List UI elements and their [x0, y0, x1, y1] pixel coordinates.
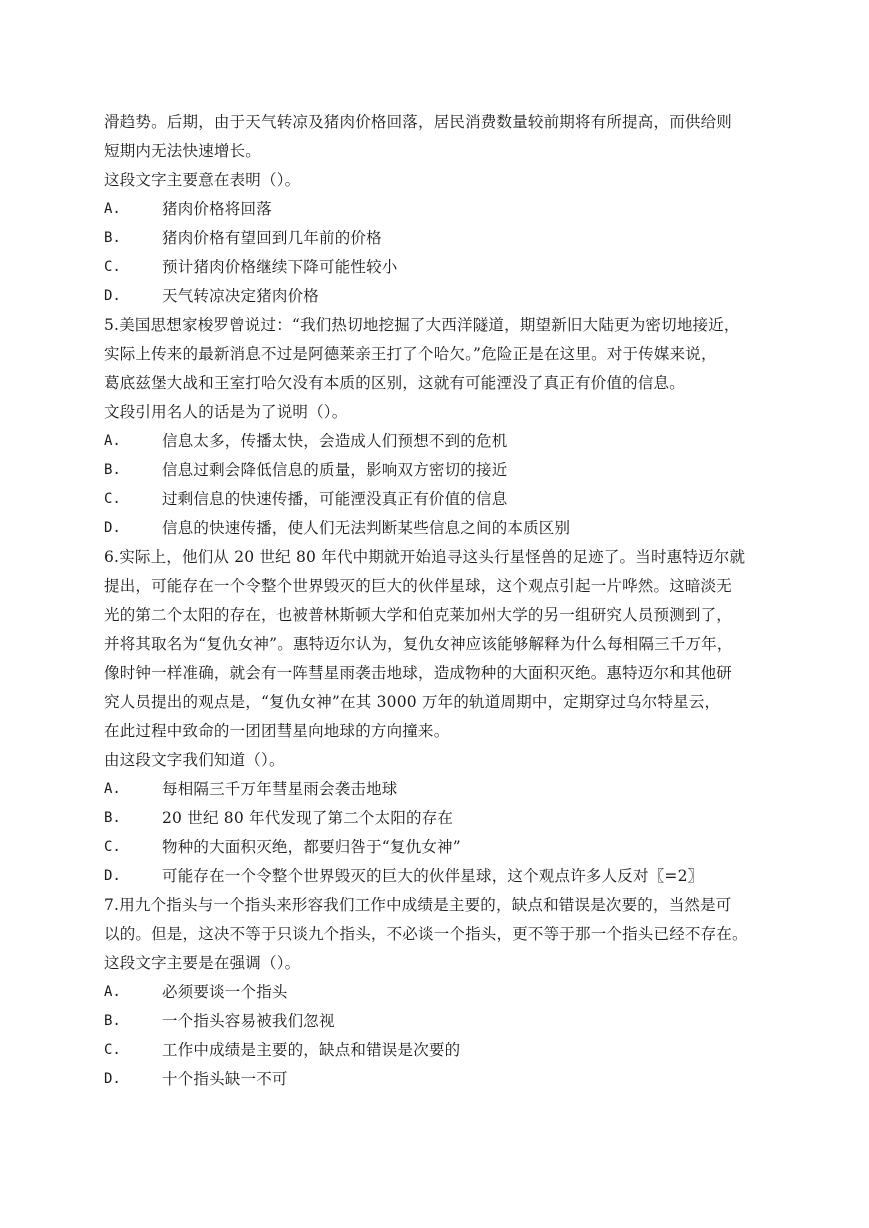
option-text: 工作中成绩是主要的，缺点和错误是次要的	[162, 1041, 461, 1059]
q4-question-stem: 这段文字主要意在表明（）。	[104, 171, 301, 189]
option-letter: B.	[104, 462, 121, 478]
option-text: 猪肉价格将回落	[162, 200, 272, 218]
option-letter: C.	[104, 491, 121, 507]
option-text: 猪肉价格有望回到几年前的价格	[162, 229, 382, 247]
q6-option-b	[104, 804, 776, 833]
q5-option-b	[104, 456, 776, 485]
q6-option-a	[104, 775, 776, 804]
option-letter: D.	[104, 868, 121, 884]
option-letter: D.	[104, 1071, 121, 1087]
option-letter: A.	[104, 201, 121, 217]
q7-option-c	[104, 1036, 776, 1065]
option-letter: B.	[104, 230, 121, 246]
option-letter: D.	[104, 288, 121, 304]
q4-passage-line-2: 短期内无法快速增长。	[104, 142, 262, 160]
option-text: 一个指头容易被我们忽视	[162, 1012, 335, 1030]
q5-passage-line-3: 葛底兹堡大战和王室打哈欠没有本质的区别，这就有可能湮没了真正有价值的信息。	[104, 374, 685, 392]
option-letter: A.	[104, 984, 121, 1000]
q4-passage-line-1: 滑趋势。后期，由于天气转凉及猪肉价格回落，居民消费数量较前期将有所提高，而供给则	[104, 113, 733, 131]
q5-option-c	[104, 485, 776, 514]
option-letter: A.	[104, 781, 121, 797]
option-text: 每相隔三千万年彗星雨会袭击地球	[162, 780, 398, 798]
q6-option-d	[104, 862, 776, 891]
q4-option-c	[104, 253, 776, 282]
q6-passage-line-6: 究人员提出的观点是，“复仇女神”在其 3000 万年的轨道周期中，定期穿过乌尔特星云，	[104, 693, 721, 711]
option-text: 必须要谈一个指头	[162, 983, 288, 1001]
option-letter: D.	[104, 520, 121, 536]
q4-option-d	[104, 282, 776, 311]
option-text: 天气转凉决定猪肉价格	[162, 287, 320, 305]
option-letter: C.	[104, 1042, 121, 1058]
option-text: 十个指头缺一不可	[162, 1070, 288, 1088]
q6-option-c	[104, 833, 776, 862]
option-text: 信息太多，传播太快，会造成人们预想不到的危机	[162, 432, 508, 450]
q6-passage-line-2: 提出，可能存在一个令整个世界毁灭的巨大的伙伴星球，这个观点引起一片哗然。这暗淡无	[104, 577, 733, 595]
option-letter: B.	[104, 1013, 121, 1029]
q7-option-a	[104, 978, 776, 1007]
option-text: 20 世纪 80 年代发现了第二个太阳的存在	[162, 809, 454, 827]
q4-option-b	[104, 224, 776, 253]
q5-option-a	[104, 427, 776, 456]
option-text: 预计猪肉价格继续下降可能性较小	[162, 258, 398, 276]
q5-passage-line-1: 5.美国思想家梭罗曾说过：“我们热切地挖掘了大西洋隧道，期望新旧大陆更为密切地接近，	[104, 316, 740, 334]
option-text: 可能存在一个令整个世界毁灭的巨大的伙伴星球，这个观点许多人反对〖=2〗	[162, 867, 704, 885]
q6-passage-line-1: 6.实际上，他们从 20 世纪 80 年代中期就开始追寻这头行星怪兽的足迹了。当时惠特迈尔就	[104, 548, 746, 566]
option-letter: B.	[104, 810, 121, 826]
q5-passage-line-2: 实际上传来的最新消息不过是阿德莱亲王打了个哈欠。”危险正是在这里。对于传媒来说，	[104, 345, 717, 363]
option-letter: C.	[104, 839, 121, 855]
q7-option-b	[104, 1007, 776, 1036]
q7-option-d	[104, 1065, 776, 1094]
q6-passage-line-7: 在此过程中致命的一团团彗星向地球的方向撞来。	[104, 722, 450, 740]
q6-passage-line-4: 并将其取名为“复仇女神”。惠特迈尔认为，复仇女神应该能够解释为什么每相隔三千万年，	[104, 635, 733, 653]
option-text: 信息过剩会降低信息的质量，影响双方密切的接近	[162, 461, 508, 479]
q4-option-a	[104, 195, 776, 224]
option-letter: A.	[104, 433, 121, 449]
q6-question-stem: 由这段文字我们知道（）。	[104, 751, 285, 769]
document-page	[104, 108, 776, 1094]
q7-passage-line-1: 7.用九个指头与一个指头来形容我们工作中成绩是主要的，缺点和错误是次要的，当然是可	[104, 896, 732, 914]
q6-passage-line-3: 光的第二个太阳的存在，也被普林斯顿大学和伯克莱加州大学的另一组研究人员预测到了，	[104, 606, 733, 624]
option-text: 信息的快速传播，使人们无法判断某些信息之间的本质区别	[162, 519, 571, 537]
option-letter: C.	[104, 259, 121, 275]
q5-option-d	[104, 514, 776, 543]
q7-passage-line-2: 以的。但是，这决不等于只谈九个指头，不必谈一个指头，更不等于那一个指头已经不存在。	[104, 925, 748, 943]
q7-question-stem: 这段文字主要是在强调（）。	[104, 954, 301, 972]
q6-passage-line-5: 像时钟一样准确，就会有一阵彗星雨袭击地球，造成物种的大面积灭绝。惠特迈尔和其他研	[104, 664, 733, 682]
q5-question-stem: 文段引用名人的话是为了说明（）。	[104, 403, 348, 421]
option-text: 物种的大面积灭绝，都要归咎于“复仇女神”	[162, 838, 461, 856]
option-text: 过剩信息的快速传播，可能湮没真正有价值的信息	[162, 490, 508, 508]
